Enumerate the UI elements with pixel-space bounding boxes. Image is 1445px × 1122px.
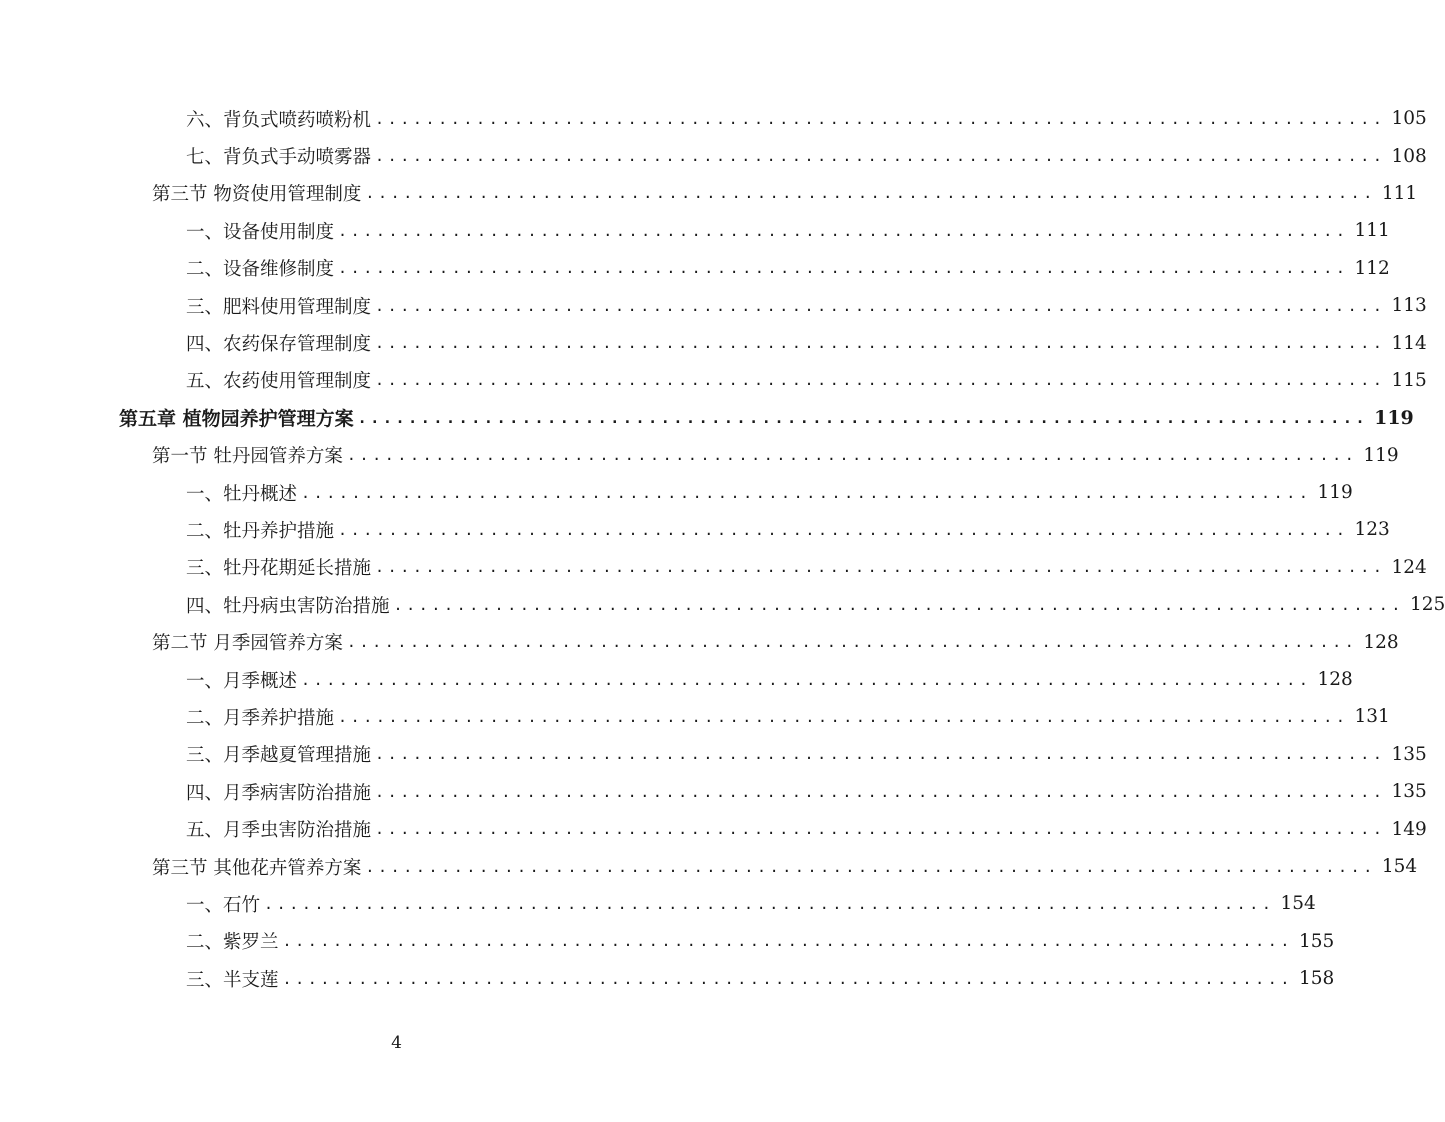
toc-entry[interactable] xyxy=(0,549,1427,586)
toc-entry-page: 123 xyxy=(1354,519,1390,541)
toc-entry-title: 六、背负式喷药喷粉机 xyxy=(186,109,372,131)
dot-leader: ................................................................................ xyxy=(301,483,1312,502)
toc-entry[interactable] xyxy=(0,773,1427,810)
dot-leader: ................................................................................ xyxy=(346,446,1358,465)
toc-entry[interactable] xyxy=(0,399,1414,436)
dot-leader: ................................................................................ xyxy=(365,857,1376,876)
toc-entry[interactable] xyxy=(0,250,1390,287)
toc-entry[interactable] xyxy=(0,923,1335,960)
toc-entry-title: 一、月季概述 xyxy=(186,670,298,692)
toc-entry[interactable] xyxy=(0,586,1445,623)
toc-entry-page: 149 xyxy=(1391,818,1427,840)
toc-entry[interactable] xyxy=(0,212,1390,249)
toc-entry-page: 125 xyxy=(1409,594,1445,616)
dot-leader: ................................................................................ xyxy=(338,520,1349,539)
toc-entry-title: 三、半支莲 xyxy=(186,969,279,991)
dot-leader: ................................................................................ xyxy=(375,296,1386,315)
toc-entry-title: 一、牡丹概述 xyxy=(186,483,298,505)
toc-entry-page: 119 xyxy=(1317,482,1353,504)
toc-entry-page: 105 xyxy=(1391,108,1427,130)
toc-entry-page: 115 xyxy=(1391,369,1427,391)
dot-leader: ................................................................................ xyxy=(365,184,1376,203)
toc-entry[interactable] xyxy=(0,511,1390,548)
dot-leader: ................................................................................ xyxy=(264,894,1275,913)
toc-entry[interactable] xyxy=(0,885,1316,922)
dot-leader: ................................................................................ xyxy=(375,745,1386,764)
toc-entry-page: 158 xyxy=(1298,968,1335,990)
toc-entry-title: 四、月季病害防治措施 xyxy=(186,782,372,804)
toc-entry[interactable] xyxy=(0,100,1427,137)
toc-entry-page: 112 xyxy=(1354,257,1390,279)
toc-entry[interactable] xyxy=(0,736,1427,773)
toc-entry-page: 128 xyxy=(1317,669,1353,691)
toc-entry-title: 第二节 月季园管养方案 xyxy=(152,633,343,655)
toc-entry-title: 五、月季虫害防治措施 xyxy=(186,820,372,842)
toc-entry[interactable] xyxy=(0,623,1399,660)
toc-entry-title: 第五章 植物园养护管理方案 xyxy=(119,408,354,431)
toc-entry-title: 四、牡丹病虫害防治措施 xyxy=(186,595,390,617)
toc-entry-page: 119 xyxy=(1363,444,1399,466)
toc-entry-page: 135 xyxy=(1391,781,1427,803)
toc-entry-page: 111 xyxy=(1354,220,1390,242)
dot-leader: ................................................................................ xyxy=(375,558,1386,577)
dot-leader: ................................................................................ xyxy=(346,633,1358,652)
toc-entry-title: 第三节 物资使用管理制度 xyxy=(152,184,362,206)
dot-leader: ................................................................................ xyxy=(375,820,1386,839)
toc-entry[interactable] xyxy=(0,810,1427,847)
toc-entry-title: 二、设备维修制度 xyxy=(186,259,335,281)
toc-entry-page: 128 xyxy=(1363,631,1399,653)
toc-entry-page: 108 xyxy=(1391,145,1427,167)
toc-entry-page: 114 xyxy=(1391,332,1427,354)
toc-entry-title: 三、牡丹花期延长措施 xyxy=(186,558,372,580)
toc-entry[interactable] xyxy=(0,474,1353,511)
dot-leader: ................................................................................ xyxy=(375,782,1386,801)
toc-entry-title: 二、牡丹养护措施 xyxy=(186,520,335,542)
toc-entry[interactable] xyxy=(0,137,1427,174)
toc-entry-title: 五、农药使用管理制度 xyxy=(186,371,372,393)
dot-leader: ................................................................................ xyxy=(375,371,1386,390)
toc-entry[interactable] xyxy=(0,437,1399,474)
dot-leader: ................................................................................ xyxy=(338,221,1349,240)
toc-entry[interactable] xyxy=(0,848,1418,885)
toc-entry-title: 第一节 牡丹园管养方案 xyxy=(152,446,343,468)
toc-entry-page: 124 xyxy=(1391,556,1427,578)
dot-leader: ................................................................................ xyxy=(282,969,1293,988)
toc-entry-title: 一、设备使用制度 xyxy=(186,221,335,243)
toc-entry-page: 155 xyxy=(1298,930,1335,952)
toc-entry-title: 二、紫罗兰 xyxy=(186,932,279,954)
toc-entry[interactable] xyxy=(0,175,1418,212)
dot-leader: ................................................................................ xyxy=(357,408,1369,427)
toc-entry-title: 第三节 其他花卉管养方案 xyxy=(152,857,362,879)
table-of-contents xyxy=(0,100,1445,997)
toc-entry-title: 四、农药保存管理制度 xyxy=(186,334,372,356)
dot-leader: ................................................................................ xyxy=(393,595,1404,614)
toc-entry-page: 111 xyxy=(1381,182,1418,204)
dot-leader: ................................................................................ xyxy=(338,259,1349,278)
toc-entry-page: 154 xyxy=(1280,893,1316,915)
page-number: 4 xyxy=(391,1033,402,1053)
toc-entry-title: 一、石竹 xyxy=(186,894,261,916)
toc-entry[interactable] xyxy=(0,287,1427,324)
toc-entry[interactable] xyxy=(0,698,1390,735)
dot-leader: ................................................................................ xyxy=(282,932,1293,951)
dot-leader: ................................................................................ xyxy=(375,109,1386,128)
toc-entry[interactable] xyxy=(0,960,1335,997)
toc-entry[interactable] xyxy=(0,661,1353,698)
toc-entry[interactable] xyxy=(0,362,1427,399)
toc-entry-title: 三、月季越夏管理措施 xyxy=(186,745,372,767)
toc-entry-page: 131 xyxy=(1354,706,1390,728)
dot-leader: ................................................................................ xyxy=(375,147,1386,166)
dot-leader: ................................................................................ xyxy=(338,707,1349,726)
toc-entry-title: 七、背负式手动喷雾器 xyxy=(186,147,372,169)
toc-entry-page: 119 xyxy=(1374,406,1414,429)
toc-entry-title: 二、月季养护措施 xyxy=(186,707,335,729)
dot-leader: ................................................................................ xyxy=(301,670,1312,689)
toc-entry-page: 154 xyxy=(1381,856,1418,877)
toc-entry[interactable] xyxy=(0,324,1427,361)
toc-entry-title: 三、肥料使用管理制度 xyxy=(186,296,372,318)
dot-leader: ................................................................................ xyxy=(375,334,1386,353)
toc-entry-page: 135 xyxy=(1391,743,1427,765)
toc-entry-page: 113 xyxy=(1391,295,1427,317)
